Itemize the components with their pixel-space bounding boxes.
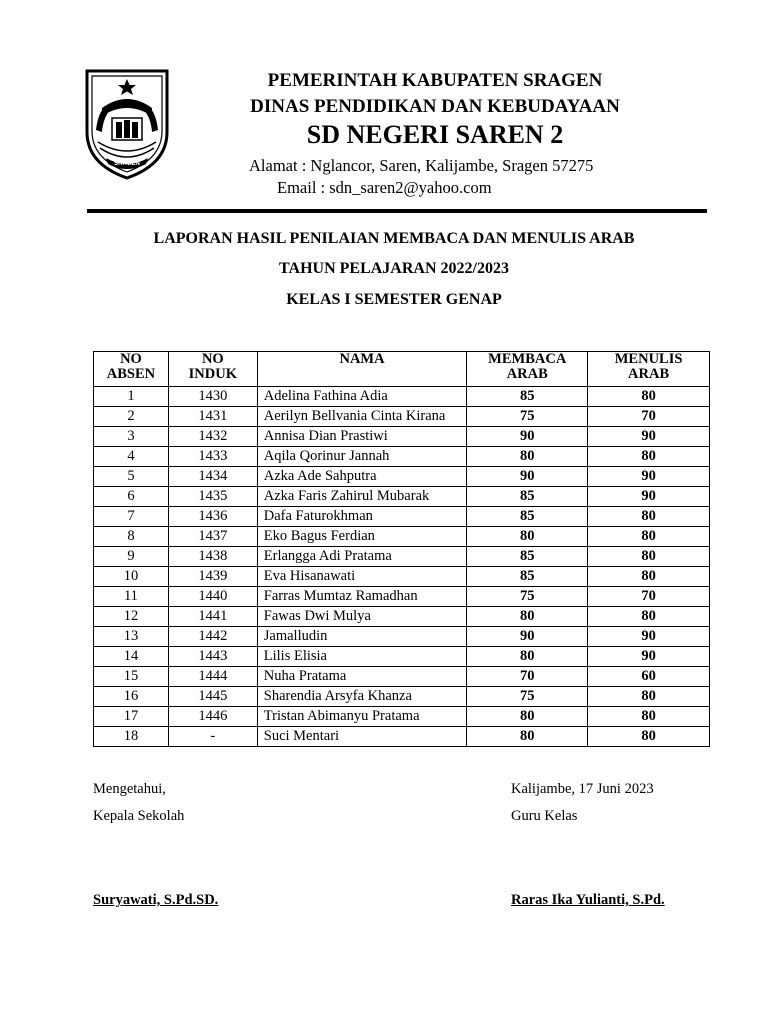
cell-membaca-arab: 85 <box>467 567 588 587</box>
footer-place-date: Kalijambe, 17 Juni 2023 <box>511 781 654 797</box>
cell-membaca-arab: 75 <box>467 407 588 427</box>
header-address: Alamat : Nglancor, Saren, Kalijambe, Sragen 57275 <box>249 156 594 175</box>
cell-membaca-arab: 80 <box>467 727 588 747</box>
cell-menulis-arab: 90 <box>588 647 710 667</box>
cell-membaca-arab: 80 <box>467 707 588 727</box>
cell-menulis-arab: 80 <box>588 707 710 727</box>
cell-membaca-arab: 80 <box>467 527 588 547</box>
footer-teacher-title: Guru Kelas <box>511 808 578 824</box>
header-membaca-arab: MEMBACA ARAB <box>467 352 588 387</box>
cell-menulis-arab: 80 <box>588 527 710 547</box>
table-row <box>94 407 710 427</box>
cell-no-absen: 5 <box>94 467 169 487</box>
cell-menulis-arab: 80 <box>588 507 710 527</box>
cell-no-absen: 6 <box>94 487 169 507</box>
footer-principal-title: Kepala Sekolah <box>93 808 185 824</box>
cell-menulis-arab: 80 <box>588 567 710 587</box>
header-government: PEMERINTAH KABUPATEN SRAGEN <box>267 70 603 91</box>
cell-membaca-arab: 85 <box>467 507 588 527</box>
cell-nama: Eva Hisanawati <box>257 567 467 587</box>
cell-no-absen: 4 <box>94 447 169 467</box>
cell-nama: Aerilyn Bellvania Cinta Kirana <box>257 407 467 427</box>
cell-menulis-arab: 80 <box>588 447 710 467</box>
cell-no-absen: 13 <box>94 627 169 647</box>
table-row <box>94 667 710 687</box>
cell-membaca-arab: 80 <box>467 447 588 467</box>
cell-membaca-arab: 90 <box>467 627 588 647</box>
cell-nama: Annisa Dian Prastiwi <box>257 427 467 447</box>
cell-menulis-arab: 60 <box>588 667 710 687</box>
cell-no-induk: 1442 <box>168 627 257 647</box>
table-row <box>94 507 710 527</box>
cell-nama: Adelina Fathina Adia <box>257 387 467 407</box>
header-nama: NAMA <box>257 352 467 387</box>
header-no-absen: NO ABSEN <box>94 352 169 387</box>
report-class-semester: KELAS I SEMESTER GENAP <box>286 291 502 308</box>
cell-no-absen: 15 <box>94 667 169 687</box>
svg-text:SRAGEN: SRAGEN <box>114 161 140 167</box>
cell-nama: Nuha Pratama <box>257 667 467 687</box>
footer-principal-name: Suryawati, S.Pd.SD. <box>93 892 219 908</box>
sragen-crest-logo <box>84 68 170 180</box>
cell-menulis-arab: 80 <box>588 607 710 627</box>
cell-menulis-arab: 80 <box>588 727 710 747</box>
cell-nama: Aqila Qorinur Jannah <box>257 447 467 467</box>
cell-membaca-arab: 80 <box>467 607 588 627</box>
cell-membaca-arab: 85 <box>467 487 588 507</box>
cell-no-induk: 1440 <box>168 587 257 607</box>
cell-no-induk: 1438 <box>168 547 257 567</box>
table-row <box>94 467 710 487</box>
footer-acknowledged: Mengetahui, <box>93 781 166 797</box>
grades-table <box>93 351 710 747</box>
cell-no-absen: 18 <box>94 727 169 747</box>
cell-menulis-arab: 70 <box>588 587 710 607</box>
cell-membaca-arab: 90 <box>467 467 588 487</box>
cell-no-induk: 1446 <box>168 707 257 727</box>
cell-no-induk: 1439 <box>168 567 257 587</box>
cell-no-absen: 14 <box>94 647 169 667</box>
cell-nama: Farras Mumtaz Ramadhan <box>257 587 467 607</box>
table-row <box>94 547 710 567</box>
cell-no-induk: 1431 <box>168 407 257 427</box>
cell-no-absen: 16 <box>94 687 169 707</box>
cell-no-induk: 1434 <box>168 467 257 487</box>
cell-no-induk: 1435 <box>168 487 257 507</box>
cell-nama: Lilis Elisia <box>257 647 467 667</box>
table-row <box>94 387 710 407</box>
cell-no-absen: 1 <box>94 387 169 407</box>
header-menulis-arab: MENULIS ARAB <box>588 352 710 387</box>
cell-no-induk: 1443 <box>168 647 257 667</box>
cell-nama: Tristan Abimanyu Pratama <box>257 707 467 727</box>
cell-membaca-arab: 85 <box>467 387 588 407</box>
footer-teacher-name: Raras Ika Yulianti, S.Pd. <box>511 892 665 908</box>
cell-nama: Jamalludin <box>257 627 467 647</box>
cell-no-induk: 1430 <box>168 387 257 407</box>
header-email: Email : sdn_saren2@yahoo.com <box>277 178 492 197</box>
cell-menulis-arab: 80 <box>588 387 710 407</box>
cell-no-absen: 7 <box>94 507 169 527</box>
table-row <box>94 687 710 707</box>
cell-no-absen: 17 <box>94 707 169 727</box>
cell-menulis-arab: 80 <box>588 547 710 567</box>
table-row <box>94 727 710 747</box>
cell-nama: Azka Ade Sahputra <box>257 467 467 487</box>
cell-membaca-arab: 75 <box>467 687 588 707</box>
cell-nama: Fawas Dwi Mulya <box>257 607 467 627</box>
cell-no-induk: 1433 <box>168 447 257 467</box>
cell-nama: Azka Faris Zahirul Mubarak <box>257 487 467 507</box>
cell-no-absen: 3 <box>94 427 169 447</box>
table-row <box>94 447 710 467</box>
cell-no-induk: 1436 <box>168 507 257 527</box>
report-title: LAPORAN HASIL PENILAIAN MEMBACA DAN MENULIS ARAB <box>153 230 635 247</box>
table-row <box>94 567 710 587</box>
cell-membaca-arab: 70 <box>467 667 588 687</box>
cell-nama: Suci Mentari <box>257 727 467 747</box>
table-row <box>94 487 710 507</box>
header-school-name: SD NEGERI SAREN 2 <box>306 120 564 149</box>
cell-no-absen: 2 <box>94 407 169 427</box>
table-row <box>94 587 710 607</box>
cell-no-induk: 1445 <box>168 687 257 707</box>
cell-no-induk: - <box>168 727 257 747</box>
cell-no-absen: 11 <box>94 587 169 607</box>
table-row <box>94 627 710 647</box>
cell-menulis-arab: 90 <box>588 467 710 487</box>
cell-membaca-arab: 85 <box>467 547 588 567</box>
table-row <box>94 427 710 447</box>
table-header-row <box>94 352 710 387</box>
cell-nama: Eko Bagus Ferdian <box>257 527 467 547</box>
cell-no-absen: 9 <box>94 547 169 567</box>
table-row <box>94 527 710 547</box>
cell-nama: Erlangga Adi Pratama <box>257 547 467 567</box>
cell-nama: Sharendia Arsyfa Khanza <box>257 687 467 707</box>
cell-no-induk: 1437 <box>168 527 257 547</box>
cell-nama: Dafa Faturokhman <box>257 507 467 527</box>
table-row <box>94 647 710 667</box>
table-row <box>94 707 710 727</box>
cell-menulis-arab: 70 <box>588 407 710 427</box>
report-academic-year: TAHUN PELAJARAN 2022/2023 <box>279 260 509 277</box>
table-row <box>94 607 710 627</box>
cell-no-absen: 8 <box>94 527 169 547</box>
cell-no-induk: 1444 <box>168 667 257 687</box>
cell-no-induk: 1432 <box>168 427 257 447</box>
cell-membaca-arab: 90 <box>467 427 588 447</box>
cell-no-absen: 12 <box>94 607 169 627</box>
header-no-induk: NO INDUK <box>168 352 257 387</box>
cell-menulis-arab: 90 <box>588 427 710 447</box>
cell-menulis-arab: 90 <box>588 487 710 507</box>
cell-menulis-arab: 90 <box>588 627 710 647</box>
cell-membaca-arab: 75 <box>467 587 588 607</box>
cell-no-absen: 10 <box>94 567 169 587</box>
cell-menulis-arab: 80 <box>588 687 710 707</box>
header-divider <box>87 209 707 213</box>
cell-no-induk: 1441 <box>168 607 257 627</box>
header-department: DINAS PENDIDIKAN DAN KEBUDAYAAN <box>250 96 620 117</box>
cell-membaca-arab: 80 <box>467 647 588 667</box>
